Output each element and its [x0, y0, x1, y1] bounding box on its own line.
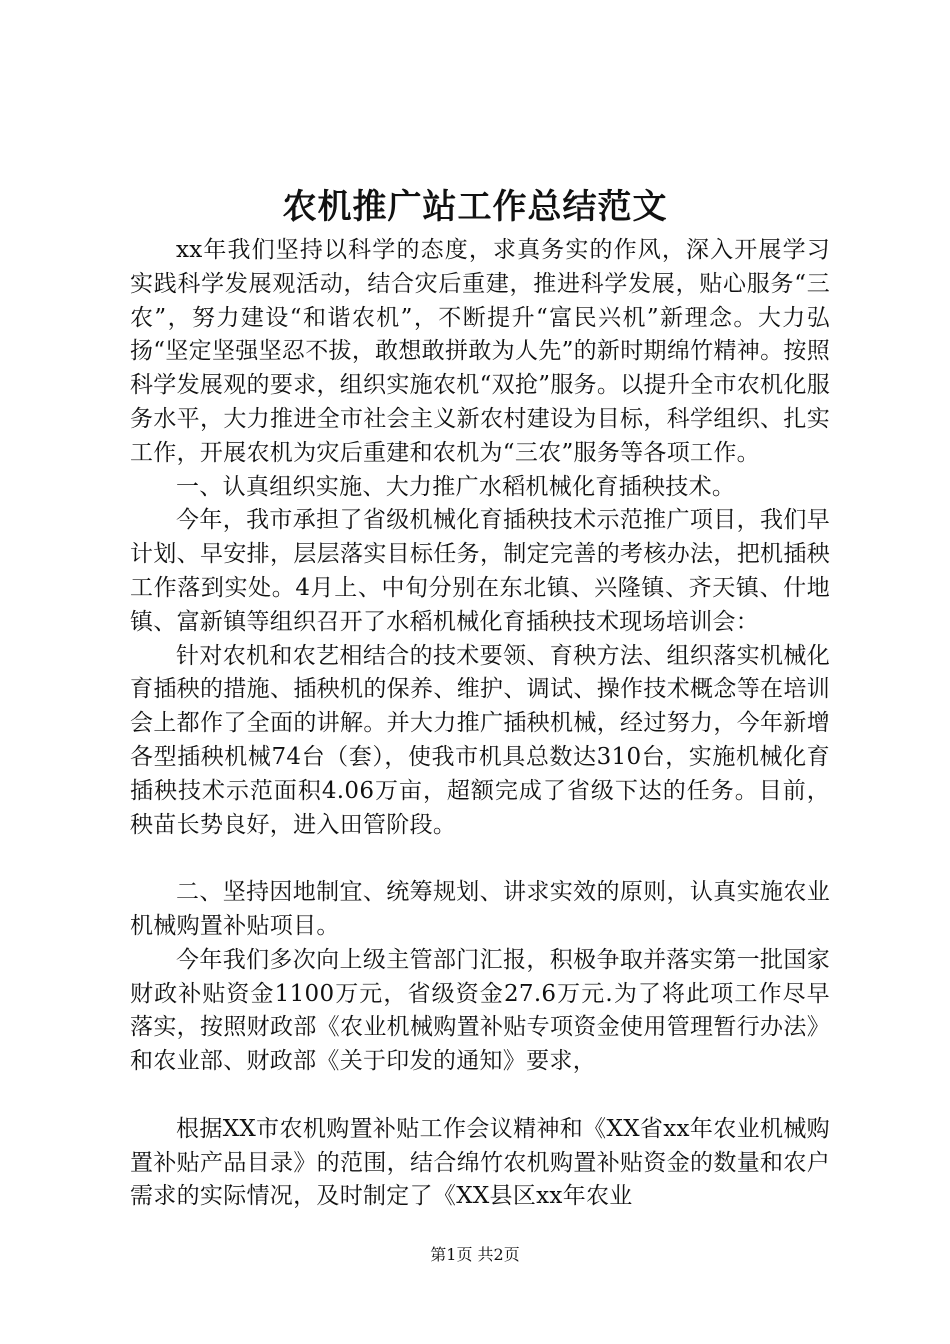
- paragraph-intro: xx年我们坚持以科学的态度，求真务实的作风，深入开展学习实践科学发展观活动，结合灾后重建，推进科学发展，贴心服务“三农”，努力建设“和谐农机”，不断提升“富民兴机”新理念。大力弘扬“坚定坚强坚忍不拔，敢想敢拼敢为人先”的新时期绵竹精神。按照科学发展观的要求，组织实施农机“双抢”服务。以提升全市农机化服务水平，大力推进全市社会主义新农村建设为目标，科学组织、扎实工作，开展农机为灾后重建和农机为“三农”服务等各项工作。: [130, 237, 830, 466]
- section-heading-2: 二、坚持因地制宜、统筹规划、讲求实效的原则，认真实施农业机械购置补贴项目。: [130, 879, 830, 939]
- paragraph-subsidy: 今年我们多次向上级主管部门汇报，积极争取并落实第一批国家财政补贴资金1100万元，省级资金27.6万元.为了将此项工作尽早落实，按照财政部《农业机械购置补贴专项资金使用管理暂行办法》和农业部、财政部《关于印发的通知》要求，: [130, 946, 830, 1075]
- paragraph-catalog: 根据XX市农机购置补贴工作会议精神和《XX省xx年农业机械购置补贴产品目录》的范围，结合绵竹农机购置补贴资金的数量和农户需求的实际情况，及时制定了《XX县区xx年农业: [130, 1115, 830, 1210]
- paragraph-training: 针对农机和农艺相结合的技术要领、育秧方法、组织落实机械化育插秧的措施、插秧机的保养、维护、调试、操作技术概念等在培训会上都作了全面的讲解。并大力推广插秧机械，经过努力，今年新增各型插秧机械74台（套），使我市机具总数达310台，实施机械化育插秧技术示范面积4.06万亩，超额完成了省级下达的任务。目前，秧苗长势良好，进入田管阶段。: [130, 642, 830, 838]
- section-heading-1: 一、认真组织实施、大力推广水稻机械化育插秧技术。: [176, 473, 736, 500]
- paragraph-project: 今年，我市承担了省级机械化育插秧技术示范推广项目，我们早计划、早安排，层层落实目标任务，制定完善的考核办法，把机插秧工作落到实处。4月上、中旬分别在东北镇、兴隆镇、齐天镇、什地镇、富新镇等组织召开了水稻机械化育插秧技术现场培训会：: [130, 507, 830, 635]
- document-body: [130, 234, 830, 1214]
- page-number-footer: 第1页 共2页: [430, 1245, 520, 1264]
- document-title: 农机推广站工作总结范文: [282, 187, 668, 227]
